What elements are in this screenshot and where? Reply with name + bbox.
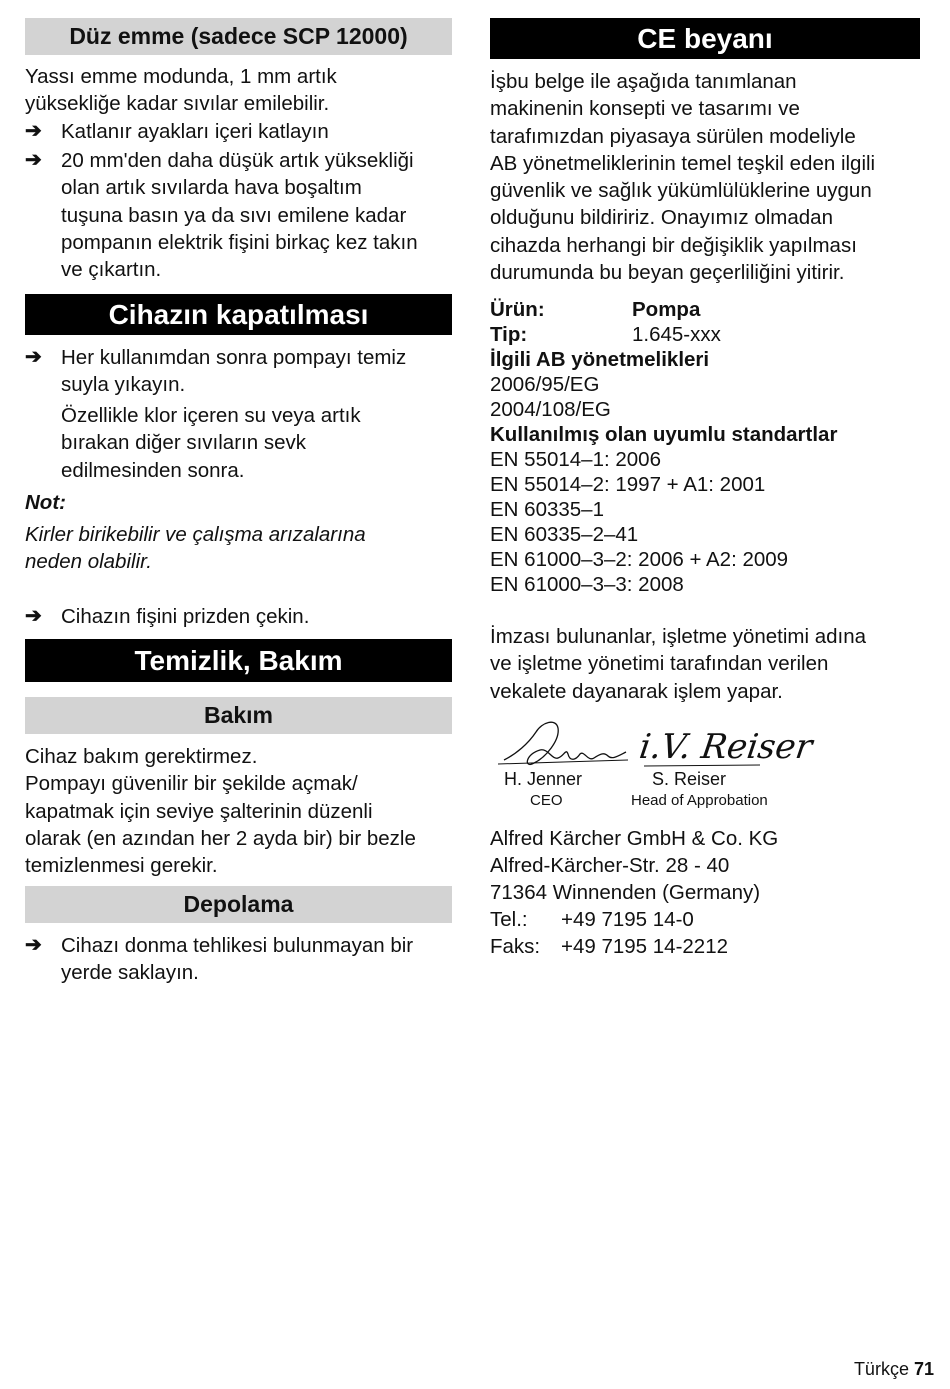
bullet-unplug	[25, 603, 452, 630]
product-label: Ürün:	[490, 298, 545, 321]
text-line: ve işletme yönetimi tarafından verilen	[490, 652, 829, 676]
text-line: Yassı emme modunda, 1 mm artık	[25, 65, 337, 88]
bullet-text: Cihazın fişini prizden çekin.	[61, 605, 310, 628]
text-line: yerde saklayın.	[61, 961, 199, 985]
note-label: Not:	[25, 491, 66, 514]
text-line: İşbu belge ile aşağıda tanımlanan	[490, 70, 797, 93]
type-label: Tip:	[490, 323, 528, 346]
fax-value: +49 7195 14-2212	[561, 935, 729, 958]
signer1-role: CEO	[530, 792, 563, 809]
text-line: Kirler birikebilir ve çalışma arızalarına	[25, 523, 366, 546]
company-street: Alfred-Kärcher-Str. 28 - 40	[490, 854, 730, 877]
text-line: makinenin konsepti ve tasarımı ve	[490, 97, 800, 121]
standard-item: EN 55014–2: 1997 + A1: 2001	[490, 473, 766, 496]
company-name: Alfred Kärcher GmbH & Co. KG	[490, 827, 779, 850]
text-line: kapatmak için seviye şalterinin düzenli	[25, 799, 373, 823]
ce-intro-paragraph	[490, 68, 920, 286]
standard-item: EN 61000–3–2: 2006 + A2: 2009	[490, 548, 789, 571]
bullet-text	[25, 344, 452, 399]
directive-item: 2004/108/EG	[490, 398, 611, 421]
bullet-residual-liquid	[25, 147, 452, 283]
page-footer	[854, 1359, 934, 1380]
heading-bakim: Bakım	[25, 697, 452, 734]
type-value: 1.645-xxx	[632, 323, 721, 346]
text-line: olarak (en azından her 2 ayda bir) bir bezle	[25, 826, 416, 850]
text-line: Cihaz bakım gerektirmez.	[25, 745, 258, 768]
heading-duz-emme: Düz emme (sadece SCP 12000)	[25, 18, 452, 55]
text-line: tuşuna basın ya da sıvı emilene kadar	[61, 203, 407, 227]
bullet-storage	[25, 932, 452, 987]
text-line: yüksekliğe kadar sıvılar emilebilir.	[25, 92, 330, 116]
heading-depolama: Depolama	[25, 886, 452, 923]
signers-paragraph	[490, 623, 920, 705]
text-line: İmzası bulunanlar, işletme yönetimi adına	[490, 625, 867, 648]
arrow-right-icon: ➔	[25, 346, 42, 368]
text-line: durumunda bu beyan geçerliliğini yitirir.	[490, 261, 845, 285]
signer2-name: S. Reiser	[652, 769, 727, 789]
text-line: tarafımızdan piyasaya sürülen modeliyle	[490, 124, 856, 148]
page-number: 71	[913, 1359, 934, 1379]
standards-heading: Kullanılmış olan uyumlu standartlar	[490, 423, 838, 446]
fax-row	[490, 933, 728, 960]
text-line: neden olabilir.	[25, 550, 152, 574]
heading-cihazin-kapatilmasi: Cihazın kapatılması	[25, 294, 452, 335]
signature-reiser-text: i.V. Reiser	[636, 727, 815, 767]
text-line: temizlenmesi gerekir.	[25, 854, 218, 878]
text-line: suyla yıkayın.	[61, 373, 186, 397]
directives-heading: İlgili AB yönetmelikleri	[490, 348, 710, 371]
text-line: Her kullanımdan sonra pompayı temiz	[61, 346, 407, 369]
telephone-value: +49 7195 14-0	[561, 908, 694, 931]
flat-suction-paragraph	[25, 63, 452, 118]
text-line: 20 mm'den daha düşük artık yüksekliği	[61, 149, 414, 172]
standard-item: EN 60335–1	[490, 498, 604, 521]
arrow-right-icon: ➔	[25, 605, 42, 627]
fax-label: Faks:	[490, 935, 541, 958]
maintenance-paragraph	[25, 743, 452, 879]
standard-item: EN 61000–3–3: 2008	[490, 573, 684, 596]
bullet-text: Katlanır ayakları içeri katlayın	[61, 120, 329, 143]
text-line: olan artık sıvılarda hava boşaltım	[61, 176, 362, 200]
text-line: olduğunu bildiririz. Onayımız olmadan	[490, 206, 833, 230]
arrow-right-icon: ➔	[25, 149, 42, 171]
text-line: Pompayı güvenilir bir şekilde açmak/	[25, 772, 358, 796]
text-line: Özellikle klor içeren su veya artık	[61, 404, 361, 427]
text-line: bırakan diğer sıvıların sevk	[61, 431, 306, 455]
heading-ce-beyani: CE beyanı	[490, 18, 920, 59]
bullet-text	[25, 932, 452, 987]
telephone-row	[490, 906, 694, 933]
standard-item: EN 60335–2–41	[490, 523, 639, 546]
text-line: Cihazı donma tehlikesi bulunmayan bir	[61, 934, 414, 957]
footer-language: Türkçe	[853, 1359, 909, 1379]
company-city: 71364 Winnenden (Germany)	[490, 881, 761, 904]
arrow-right-icon: ➔	[25, 934, 42, 956]
signer1-name: H. Jenner	[504, 769, 583, 789]
text-line: vekalete dayanarak işlem yapar.	[490, 679, 783, 703]
text-line: edilmesinden sonra.	[61, 458, 245, 482]
heading-temizlik-bakim: Temizlik, Bakım	[25, 639, 452, 682]
bullet-fold-feet	[25, 118, 452, 145]
arrow-right-icon: ➔	[25, 120, 42, 142]
indented-note-chlorine	[61, 402, 461, 484]
text-line: cihazda herhangi bir değişiklik yapılması	[490, 233, 857, 257]
standard-item: EN 55014–1: 2006	[490, 448, 661, 471]
text-line: pompanın elektrik fişini birkaç kez takın	[61, 230, 418, 254]
signer2-role: Head of Approbation	[631, 792, 768, 809]
directive-item: 2006/95/EG	[490, 373, 600, 396]
bullet-text	[25, 147, 452, 283]
text-line: güvenlik ve sağlık yükümlülüklerine uygun	[490, 179, 872, 203]
bullet-rinse-pump	[25, 344, 452, 399]
signature-block	[490, 712, 920, 817]
product-value: Pompa	[632, 298, 701, 321]
signature-reiser	[636, 716, 815, 771]
text-line: AB yönetmeliklerinin temel teşkil eden ilgili	[490, 151, 876, 175]
telephone-label: Tel.:	[490, 908, 528, 931]
signature-jenner	[496, 714, 636, 774]
text-line: ve çıkartın.	[61, 258, 162, 282]
note-text	[25, 521, 452, 576]
